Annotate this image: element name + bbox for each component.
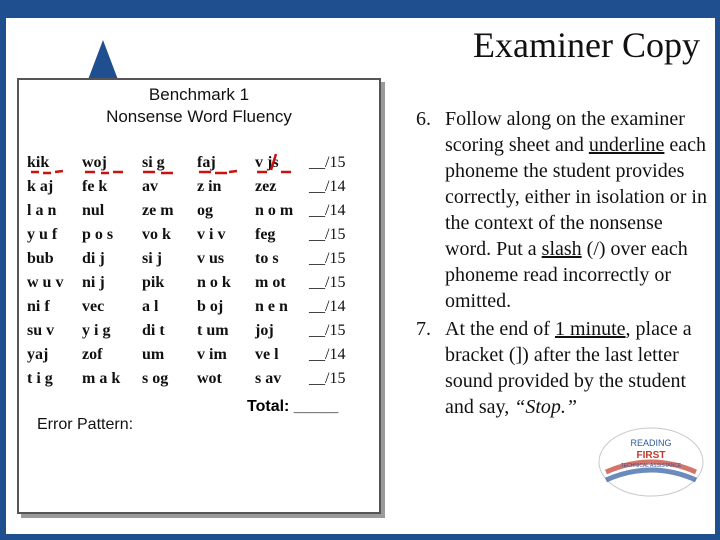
word-cell: um	[142, 346, 165, 363]
item-text: Follow along on the examiner scoring sheet and	[445, 108, 685, 156]
table-row	[27, 274, 377, 298]
word-cell: b oj	[197, 298, 224, 315]
word-cell: t i g	[27, 370, 53, 387]
word-cell: v js	[255, 154, 279, 171]
word-cell: wot	[197, 370, 222, 387]
sheet-title	[19, 84, 379, 128]
score-cell: __/14	[309, 346, 346, 363]
word-cell: y i g	[82, 322, 111, 339]
table-row	[27, 226, 377, 250]
word-cell: m ot	[255, 274, 286, 291]
score-cell: __/15	[309, 250, 346, 267]
word-cell: s av	[255, 370, 282, 387]
word-cell: av	[142, 178, 158, 195]
score-cell: __/14	[309, 202, 346, 219]
word-cell: joj	[255, 322, 274, 339]
word-cell: og	[197, 202, 213, 219]
word-cell: n o k	[197, 274, 231, 291]
logo-line1: READING	[630, 438, 672, 448]
word-cell: v us	[197, 250, 225, 267]
word-cell: vo k	[142, 226, 171, 243]
score-cell: __/14	[309, 298, 346, 315]
word-cell: nul	[82, 202, 105, 219]
score-cell: __/15	[309, 322, 346, 339]
reading-first-logo-icon	[596, 420, 706, 500]
item-text: each phoneme the student provides correctly, either in isolation or in the context of the nonsense word. Put a	[445, 134, 707, 260]
word-cell: n e n	[255, 298, 288, 315]
logo-line3: TECHNICAL ASSISTANCE	[620, 463, 682, 469]
word-cell: p o s	[82, 226, 114, 243]
word-cell: zez	[255, 178, 277, 195]
instructions	[395, 106, 713, 422]
item-text: , place a bracket (]) after the last letter sound provided by the student and say,	[445, 318, 692, 418]
word-cell: ni j	[82, 274, 105, 291]
sheet-title-line1: Benchmark 1	[148, 85, 250, 104]
word-cell: t um	[197, 322, 229, 339]
total-label: Total: _____	[247, 398, 339, 415]
word-grid	[27, 154, 377, 394]
word-cell: feg	[255, 226, 276, 243]
logo-line2: FIRST	[636, 450, 666, 461]
table-row	[27, 322, 377, 346]
word-cell: di j	[82, 250, 105, 267]
word-cell: di t	[142, 322, 165, 339]
item-number: 6.	[416, 108, 431, 130]
score-cell: __/15	[309, 274, 346, 291]
word-cell: si g	[142, 154, 165, 171]
score-cell: __/15	[309, 226, 346, 243]
score-cell: __/15	[309, 154, 346, 171]
one-minute-text: 1 minute	[554, 318, 626, 340]
word-cell: fe k	[82, 178, 108, 195]
word-cell: ni f	[27, 298, 50, 315]
word-cell: w u v	[27, 274, 64, 291]
slash-word: slash	[541, 238, 582, 260]
word-cell: ze m	[142, 202, 174, 219]
error-pattern-label: Error Pattern:	[37, 416, 134, 433]
word-cell: pik	[142, 274, 165, 291]
word-cell: to s	[255, 250, 279, 267]
word-cell: k aj	[27, 178, 54, 195]
table-row	[27, 154, 377, 178]
item-text: (/) over each phoneme read incorrectly or omitted.	[445, 238, 688, 312]
table-row	[27, 178, 377, 202]
instruction-item-7	[395, 316, 713, 420]
item-text: At the end of	[445, 318, 555, 340]
table-row	[27, 202, 377, 226]
word-cell: su v	[27, 322, 55, 339]
table-row	[27, 370, 377, 394]
word-cell: z in	[197, 178, 222, 195]
word-cell: si j	[142, 250, 162, 267]
word-cell: m a k	[82, 370, 121, 387]
word-cell: zof	[82, 346, 103, 363]
word-cell: y u f	[27, 226, 58, 243]
table-row	[27, 346, 377, 370]
table-row	[27, 250, 377, 274]
word-cell: n o m	[255, 202, 294, 219]
item-number: 7.	[416, 318, 431, 340]
underline-word: underline	[588, 134, 665, 156]
scoring-sheet	[17, 78, 381, 514]
score-cell: __/14	[309, 178, 346, 195]
word-cell: kik	[27, 154, 50, 171]
word-cell: yaj	[27, 346, 49, 363]
slide-title: Examiner Copy	[473, 25, 700, 65]
word-cell: vec	[82, 298, 105, 315]
stop-quote: “Stop.”	[514, 396, 578, 418]
word-cell: faj	[197, 154, 216, 171]
word-cell: woj	[82, 154, 107, 171]
word-cell: v im	[197, 346, 227, 363]
word-cell: l a n	[27, 202, 57, 219]
word-cell: v i v	[197, 226, 226, 243]
score-cell: __/15	[309, 370, 346, 387]
word-cell: bub	[27, 250, 54, 267]
word-cell: ve l	[255, 346, 279, 363]
instruction-item-6	[395, 106, 713, 314]
word-cell: s og	[142, 370, 169, 387]
table-row	[27, 298, 377, 322]
word-cell: a l	[142, 298, 159, 315]
sheet-title-line2: Nonsense Word Fluency	[106, 107, 292, 126]
